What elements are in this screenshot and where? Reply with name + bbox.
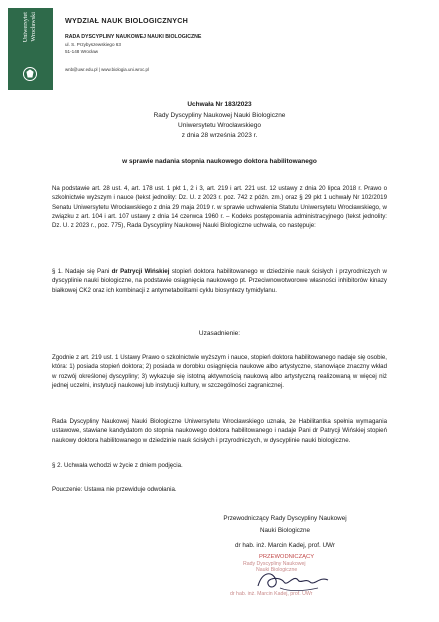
svg-text:Uniwersytet: Uniwersytet: [22, 12, 29, 43]
justification-paragraph-1: Zgodnie z art. 219 ust. 1 Ustawy Prawo o szkolnictwie wyższym i nauce, stopień doktora habilitowanego nadaje się osobie, która: 1) posiada stopień doktora; 2) posiada w dorobku osiągnięcia naukowe albo artystyczne, stanowiące znaczny wkład w rozwój określonej dyscypliny; 3) wykazuje się istotną aktywnością naukową albo artystyczną realizowaną w więcej niż jednej uczelni, instytucji naukowej lub instytucji kultury, w szczególności zagranicznej.: [52, 354, 387, 389]
justification-paragraph-2: Rada Dyscypliny Naukowej Nauki Biologiczne Uniwersytetu Wrocławskiego uznała, że Habilitantka spełnia wymagania ustawowe, stawiane kandydatom do stopnia naukowego doktora habilitowanego i nadaje Pani dr Patrycji Wińskiej stopień naukowy doktora habilitowanego w dziedzinie nauk ścisłych i przyrodniczych, w dyscyplinie nauki biologiczne.: [52, 418, 387, 444]
resolution-number: Uchwała Nr 183/2023: [187, 101, 252, 108]
address-city: 51-148 Wrocław: [65, 49, 99, 54]
section1-prefix: § 1. Nadaje się Pani: [52, 268, 112, 275]
section1-text: stopień doktora habilitowanego w dziedzinie nauk ścisłych i przyrodniczych w dyscyplinie nauki biologiczne, na podstawie osiągnięcia naukowego pt. Przeciwnowotworowe własności inhibitorów kinazy białkowej CK2 oraz ich kombinacji z antymetabolitami cyklu biosyntezy tymidylanu.: [52, 268, 387, 294]
svg-text:Wrocławski: Wrocławski: [30, 12, 37, 42]
faculty-name: WYDZIAŁ NAUK BIOLOGICZNYCH: [65, 16, 188, 25]
candidate-name: dr Patrycji Wińskiej: [111, 268, 170, 275]
stamp-title: PRZEWODNICZĄCY: [259, 554, 315, 560]
eagle-emblem-icon: [8, 8, 53, 90]
stamp-line-2: Nauki Biologiczne: [256, 567, 298, 573]
issuer-line2: Uniwersytetu Wrocławskiego: [178, 122, 261, 129]
resolution-subject: w sprawie nadania stopnia naukowego doktora habilitowanego: [122, 158, 317, 165]
justification-heading: Uzasadnienie:: [198, 330, 241, 337]
section1-paragraph: [52, 267, 387, 295]
stamp-line: Rady Dyscypliny Naukowej: [243, 561, 306, 567]
contact-line: wnb@uwr.edu.pl | www.biologia.uni.wroc.pl: [65, 67, 149, 72]
stamp-name: dr hab. inż. Marcin Kadej, prof. UWr: [230, 591, 313, 597]
section2-paragraph: § 2. Uchwała wchodzi w życie z dniem podjęcia.: [52, 462, 183, 469]
legal-basis-paragraph: Na podstawie art. 28 ust. 4, art. 178 ust. 1 pkt 1, 2 i 3, art. 219 i art. 221 ust. 12 ustawy z dnia 20 lipca 2018 r. Prawo o szkolnictwie wyższym i nauce (tekst jednolity: Dz. U. z 2023 r. poz. 742 z późn. zm.) oraz § 29 pkt 1 uchwały Nr 102/2019 Senatu Uniwersytetu Wrocławskiego z dnia 29 maja 2019 r. w sprawie uchwalenia Statutu Uniwersytetu Wrocławskiego, w związku z art. 104 i art. 107 ustawy z dnia 14 czerwca 1960 r. – Kodeks postępowania administracyjnego (tekst jednolity: Dz. U. z 2023 r., poz. 775), Rada Dyscypliny Naukowej Nauki Biologiczne uchwala, co następuje:: [52, 185, 387, 230]
signature-discipline: Nauki Biologiczne: [259, 527, 311, 534]
university-logo: [8, 8, 53, 90]
address-street: ul. S. Przybyszewskiego 63: [65, 42, 121, 47]
resolution-date: z dnia 28 września 2023 r.: [181, 132, 258, 139]
council-name: RADA DYSCYPLINY NAUKOWEJ NAUKI BIOLOGICZNE: [65, 34, 202, 40]
signature-title: Przewodniczący Rady Dyscypliny Naukowej: [223, 515, 347, 522]
signature-name: dr hab. inż. Marcin Kadej, prof. UWr: [235, 542, 335, 549]
issuer-line1: Rady Dyscypliny Naukowej Nauki Biologiczne: [153, 112, 286, 119]
appeal-notice: Pouczenie: Ustawa nie przewiduje odwołania.: [52, 486, 177, 493]
